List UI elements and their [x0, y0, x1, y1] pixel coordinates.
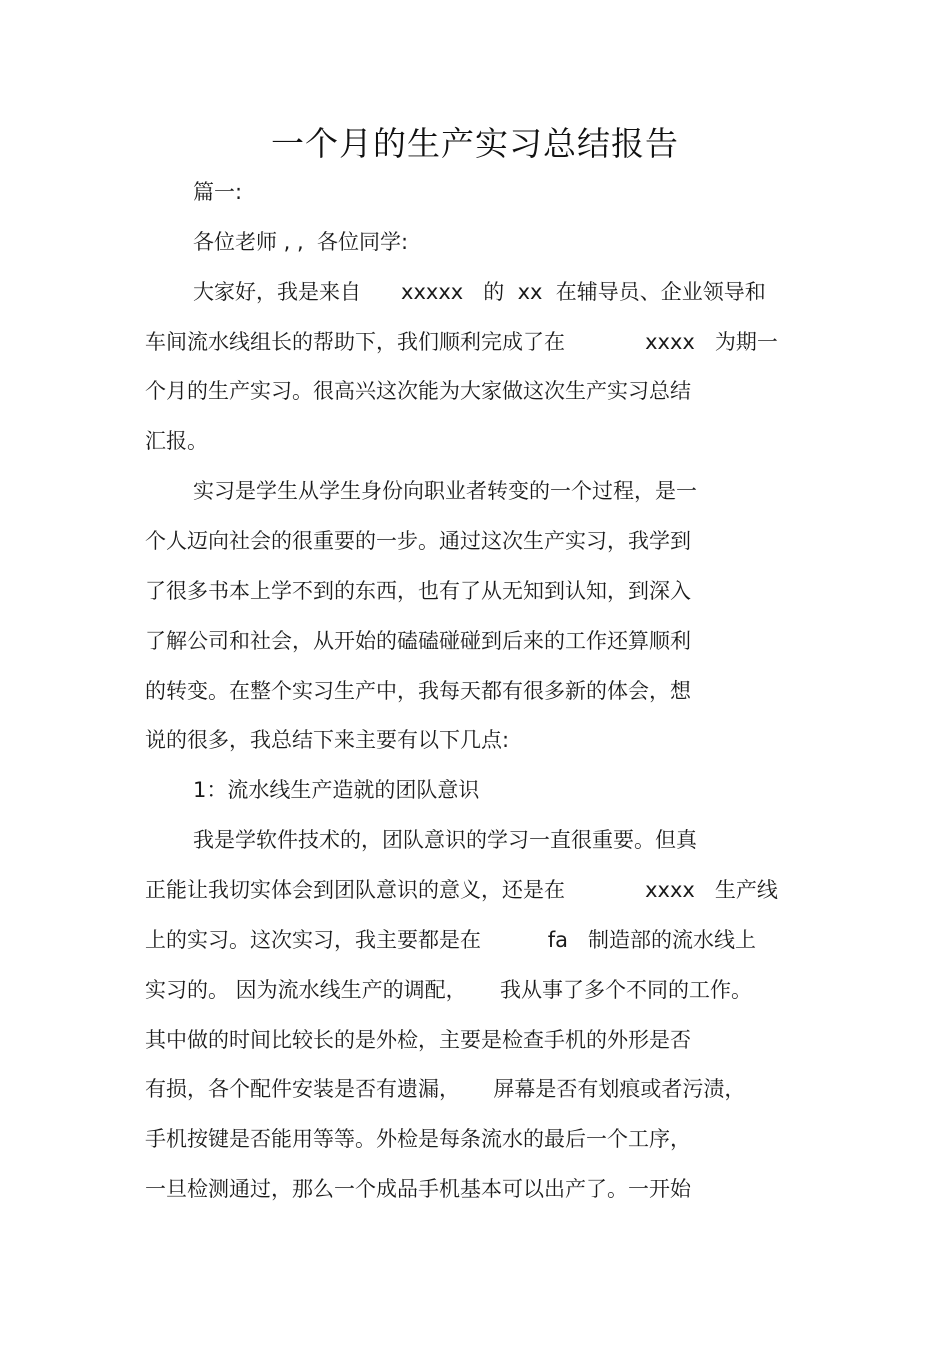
paragraph-line: 篇一:	[193, 180, 243, 204]
paragraph-line: 手机按键是否能用等等。外检是每条流水的最后一个工序，	[145, 1127, 691, 1151]
paragraph-line: 的转变。在整个实习生产中，我每天都有很多新的体会，想	[145, 679, 691, 703]
paragraph-line: 了解公司和社会，从开始的磕磕碰碰到后来的工作还算顺利	[145, 629, 691, 653]
paragraph-line: 各位老师 , , 各位同学:	[193, 230, 409, 254]
paragraph-line: 车间流水线组长的帮助下，我们顺利完成了在 xxxx 为期一	[145, 330, 778, 354]
paragraph-line: 我是学软件技术的，团队意识的学习一直很重要。但真	[193, 828, 697, 852]
paragraph-line: 个人迈向社会的很重要的一步。通过这次生产实习，我学到	[145, 529, 691, 553]
paragraph-line: 实习的。 因为流水线生产的调配， 我从事了多个不同的工作。	[145, 978, 753, 1002]
paragraph-line: 上的实习。这次实习，我主要都是在 fa 制造部的流水线上	[145, 928, 757, 952]
paragraph-line: 其中做的时间比较长的是外检，主要是检查手机的外形是否	[145, 1028, 691, 1052]
paragraph-line: 有损，各个配件安装是否有遗漏， 屏幕是否有划痕或者污渍，	[145, 1077, 746, 1101]
paragraph-line: 实习是学生从学生身份向职业者转变的一个过程，是一	[193, 479, 697, 503]
document-title: 一个月的生产实习总结报告	[271, 124, 679, 163]
paragraph-line: 了很多书本上学不到的东西，也有了从无知到认知，到深入	[145, 579, 691, 603]
paragraph-line: 个月的生产实习。很高兴这次能为大家做这次生产实习总结	[145, 379, 691, 403]
paragraph-line: 汇报。	[145, 429, 208, 453]
section-heading: 1：流水线生产造就的团队意识	[193, 778, 480, 802]
paragraph-line: 大家好，我是来自 xxxxx 的 xx 在辅导员、企业领导和	[193, 280, 766, 304]
paragraph-line: 正能让我切实体会到团队意识的意义，还是在 xxxx 生产线	[145, 878, 778, 902]
paragraph-line: 说的很多，我总结下来主要有以下几点:	[145, 728, 510, 752]
paragraph-line: 一旦检测通过，那么一个成品手机基本可以出产了。一开始	[145, 1177, 691, 1201]
